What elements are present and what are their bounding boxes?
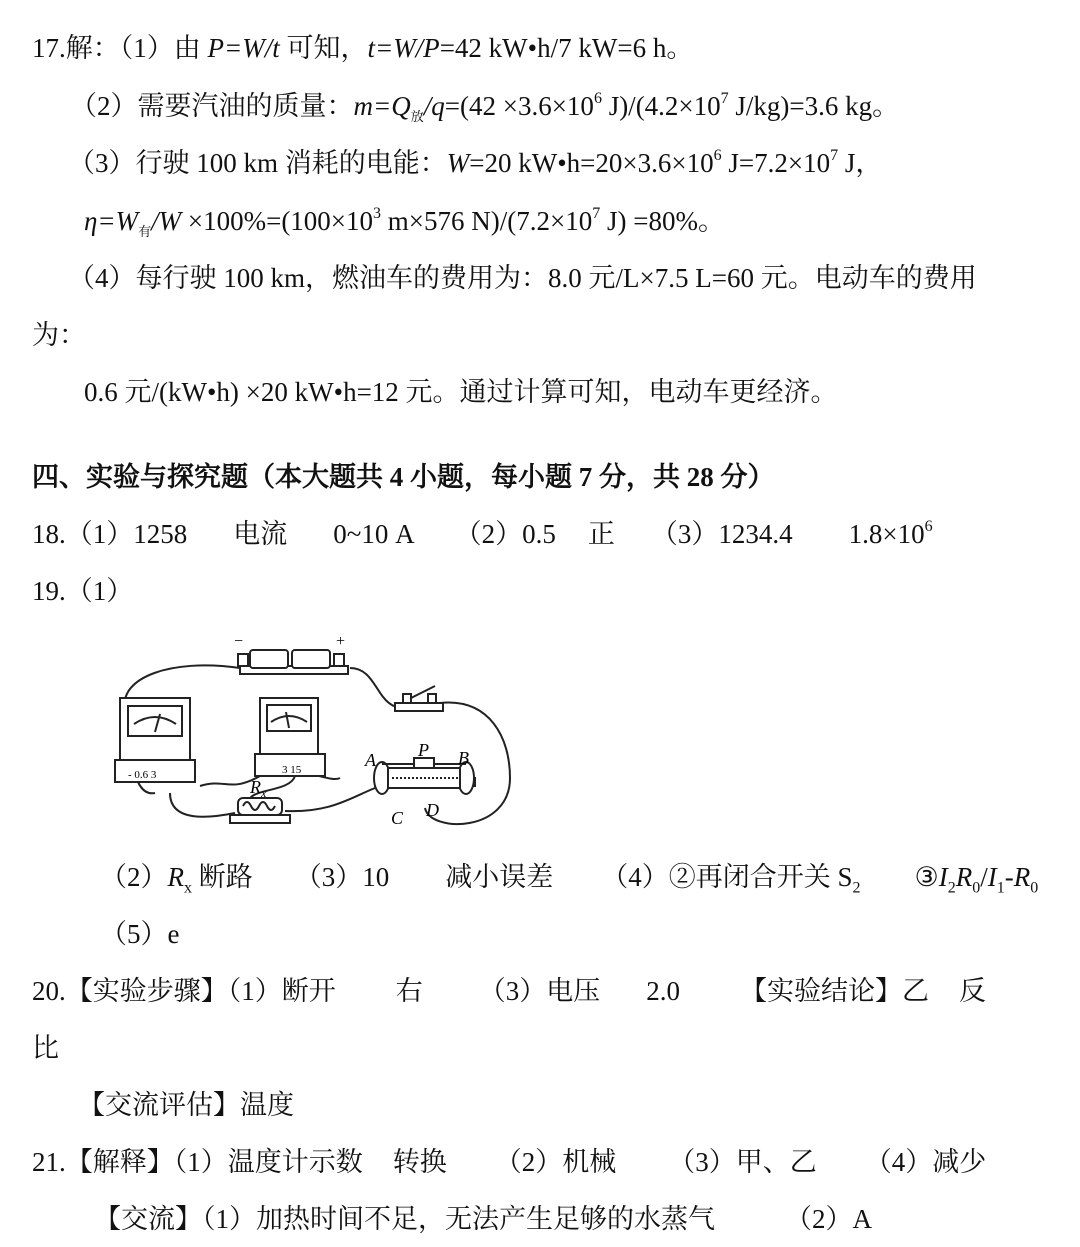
wire <box>285 788 375 811</box>
battery-minus: − <box>234 633 244 650</box>
q21-line-1: 21.【解释】（1）温度计示数 转换 （2）机械 （3）甲、乙 （4）减少 <box>32 1147 987 1177</box>
q17-line-4: $\eta=W_有/W \times 100\%=(100\times 10^3$ m×576 $N)/(7.2\times 10^7$ J) =80%。 <box>84 205 725 239</box>
q20-line-2: 比 <box>32 1033 59 1063</box>
q21-line-2: 【交流】（1）加热时间不足，无法产生足够的水蒸气 （2）A <box>94 1204 872 1234</box>
q20-line-1: 20.【实验步骤】（1）断开 右 （3）电压 2.0 【实验结论】乙 反 <box>32 976 986 1006</box>
q17-line-2: （2）需要汽油的质量：$m=Q_放/q=(42 \times 3.6\times 10^6$ $J)/(4.2\times 10^7$ J/kg)=3.6 kg。 <box>70 90 900 124</box>
section-heading: 四、实验与探究题（本大题共 4 小题，每小题 7 分，共 28 分） <box>32 462 775 492</box>
wire <box>170 793 235 817</box>
battery-plus: + <box>336 633 346 650</box>
q19-line-2: $(2)R_x$ 断路 （3）10 减小误差 （4）②再闭合开关 $S_2$ $③I_2R_0/I_1-R_0$ <box>100 862 1039 897</box>
battery <box>238 650 348 674</box>
rheostat-terminal-d: D <box>426 800 439 820</box>
q17-line-7: 0.6 元/(kW•h) ×20 kW•h=12 元。通过计算可知，电动车更经济。 <box>84 377 838 407</box>
resistor-rx <box>230 798 290 823</box>
voltmeter-scale: 3 15 <box>282 764 302 776</box>
q17-line-1: 17.解：（1）由 P=W/t 可知，t=W/P=42 kW•h/7 kW=6 h。 <box>32 33 694 63</box>
rheostat-terminal-a: A <box>365 750 376 770</box>
circuit-diagram <box>110 628 530 833</box>
rx-label: $R_x$ <box>250 777 267 800</box>
q20-line-3: 【交流评估】温度 <box>78 1090 294 1120</box>
q17-line-3: （3）行驶 100 km 消耗的电能：W=20 $kW•h=20\times 3.6\times 10^6$ $J=7.2\times 10^7$ J， <box>68 147 883 178</box>
rheostat-terminal-c: C <box>391 808 404 828</box>
q17-line-6: 为： <box>32 320 86 350</box>
rheostat-slider-p: P <box>418 740 429 760</box>
switch <box>395 686 443 711</box>
q19-line-3: （5）e <box>100 919 180 949</box>
rheostat-terminal-b: B <box>458 748 469 768</box>
q17-line-5: （4）每行驶 100 km，燃油车的费用为：8.0 元/L×7.5 L=60 元。电动车的费用 <box>68 263 977 293</box>
ammeter-scale: - 0.6 3 <box>128 769 157 781</box>
q19-label: 19.（1） <box>32 576 134 606</box>
q18-line: 18.（1）1258 电流 0~10 A （2）0.5 正 （3）1234.4 $1.8\times 10^6$ <box>32 518 933 549</box>
